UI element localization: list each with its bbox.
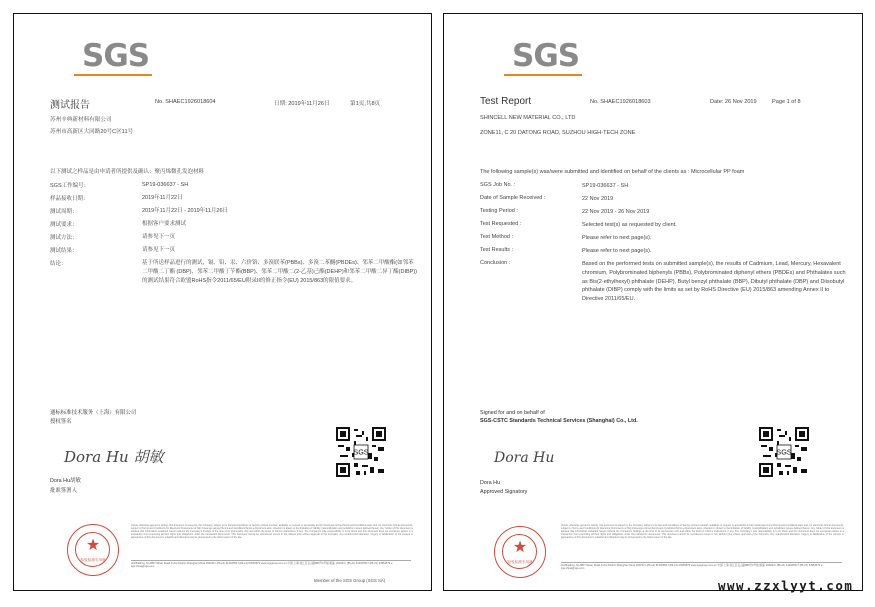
stamp-text: 检验检测专用章 xyxy=(80,558,106,562)
field-label: Date of Sample Received : xyxy=(480,195,546,201)
field-value: 22 Nov 2019 xyxy=(582,196,614,202)
company-stamp xyxy=(494,526,546,578)
signing-organization: SGS-CSTC Standards Technical Services (Shanghai) Co., Ltd. xyxy=(480,418,638,424)
field-label: SGS Job No. : xyxy=(480,182,516,188)
english-report-page xyxy=(443,13,863,591)
field-value: Selected test(s) as requested by client. xyxy=(582,222,677,228)
handwritten-signature: Dora Hu xyxy=(494,450,555,466)
sgs-logo xyxy=(504,38,584,84)
page-number: 第1页,共8页 xyxy=(350,101,381,107)
report-title: 测试报告 xyxy=(50,100,90,111)
report-header xyxy=(50,96,411,110)
field-value: Based on the performed tests on submitted sample(s), the results of Cadmium, Lead, Mercury, Hexavalent chromium, Polybrominated biphenyls (PBBs), Polybrominated diphenyl ethers (PBDEs) and Phthalates such as Bis(2-ethylhexyl) phthalate (DEHP), Butyl benzyl phthalate (BBP), Dibutyl phthalate (DBP) and Diisobutyl phthalate (DIBP) comply with the limits as set by RoHS Directive (EU) 2015/863 amending Annex II to Directive 2011/65/EU. xyxy=(582,261,846,303)
field-value: Please refer to next page(s). xyxy=(582,248,652,254)
client-address: 苏州市高新区大同路20号C区11号 xyxy=(50,129,134,135)
sgs-logo xyxy=(74,38,154,84)
report-date: 日期: 2019年11月26日 xyxy=(274,101,330,107)
field-label: Conclusion : xyxy=(480,260,511,266)
field-label: 样品接收日期： xyxy=(50,196,89,202)
handwritten-signature: Dora Hu 胡敏 xyxy=(64,448,164,466)
report-date: Date: 26 Nov 2019 xyxy=(710,99,757,105)
sample-intro: The following sample(s) was/were submitted and identified on behalf of the clients as : Microcellular PP foam xyxy=(480,169,745,175)
terms-fine-print: Unless otherwise agreed in writing, this document is issued by the Company subject to its General Conditions of Service printed overleaf, available on request or accessible at http://www.sgs.com/en/Terms-and-Conditions.aspx and, for electronic format documents, subject to Terms and Conditions for Electronic Documents at http://www.sgs.com/en/Terms-and-Conditions/Terms-e-Document.aspx. Attention is drawn to the limitation of liability, indemnification and jurisdiction issues defined therein. Any holder of this document is advised that information contained hereon reflects the Company's findings at the time of its intervention only and within the limits of Client's instructions, if any. The Company's sole responsibility is to its Client and this document does not exonerate parties to a transaction from exercising all their rights and obligations under the transaction documents. This document cannot be reproduced except in full, without prior written approval of the Company. Any unauthorized alteration, forgery or falsification of the content or appearance of this document is unlawful and offenders may be prosecuted to the fullest extent of the law. xyxy=(561,524,844,540)
client-company: 苏州辛典新材料有限公司 xyxy=(50,117,112,123)
field-value: SP19-036637 - SH xyxy=(142,182,189,188)
field-value: SP19-036637 - SH xyxy=(582,183,629,189)
field-value: 请参见下一页 xyxy=(142,234,176,240)
logo-underline xyxy=(74,74,152,76)
signer-name: Dora Hu胡敏 xyxy=(50,478,81,484)
client-address: ZONE11, C 20 DATONG ROAD, SUZHOU HIGH-TECH ZONE xyxy=(480,130,636,136)
client-company: SHINCELL NEW MATERIAL CO., LTD xyxy=(480,115,576,121)
signing-organization: 通标标准技术服务（上海）有限公司 xyxy=(50,410,137,416)
field-value: Please refer to next page(s). xyxy=(582,235,652,241)
qr-label: SGS xyxy=(776,447,792,457)
field-value: 22 Nov 2019 - 26 Nov 2019 xyxy=(582,209,650,215)
report-title: Test Report xyxy=(480,96,532,107)
field-label: Test Results : xyxy=(480,247,514,253)
field-label: SGS工作编号： xyxy=(50,183,90,189)
field-value: 根据客户要求测试 xyxy=(142,221,187,227)
report-number: No. SHAEC1926018604 xyxy=(155,99,216,105)
field-value: 2019年11月22日 xyxy=(142,195,183,201)
report-number: No. SHAEC1926018603 xyxy=(590,99,651,105)
signing-label: Signed for and on behalf of xyxy=(480,410,545,416)
field-value: 2019年11月22日 - 2019年11月26日 xyxy=(142,208,229,214)
qr-code xyxy=(336,427,386,477)
signer-title: 批准签署人 xyxy=(50,488,77,494)
stamp-text: 检验检测专用章 xyxy=(507,560,533,564)
field-value: 请参见下一页 xyxy=(142,247,176,253)
page-number: Page 1 of 8 xyxy=(772,99,801,105)
company-stamp xyxy=(67,524,119,576)
chinese-report-page xyxy=(13,13,432,591)
field-label: 测试周期： xyxy=(50,209,78,215)
field-label: Testing Period : xyxy=(480,208,518,214)
signing-label: 授权签名 xyxy=(50,419,72,425)
signer-name: Dora Hu xyxy=(480,480,501,486)
sgs-logo-text: SGS xyxy=(82,38,150,74)
field-label: 测试方法： xyxy=(50,235,78,241)
logo-underline xyxy=(504,74,582,76)
qr-label: SGS xyxy=(353,447,369,457)
sample-intro: 以下测试之样品是由申请者所提供及确认：聚丙烯微孔发泡材料 xyxy=(50,169,205,175)
report-header xyxy=(480,96,842,110)
terms-fine-print: Unless otherwise agreed in writing, this document is issued by the Company subject to its General Conditions of Service printed overleaf, available on request or accessible at http://www.sgs.com/en/Terms-and-Conditions.aspx and, for electronic format documents, subject to Terms and Conditions for Electronic Documents at http://www.sgs.com/en/Terms-and-Conditions/Terms-e-Document.aspx. Attention is drawn to the limitation of liability, indemnification and jurisdiction issues defined therein. Any holder of this document is advised that information contained hereon reflects the Company's findings at the time of its intervention only and within the limits of Client's instructions, if any. The Company's sole responsibility is to its Client and this document does not exonerate parties to a transaction from exercising all their rights and obligations under the transaction documents. This document cannot be reproduced except in full, without prior written approval of the Company. Any unauthorized alteration, forgery or falsification of the content or appearance of this document is unlawful and offenders may be prosecuted to the fullest extent of the law. xyxy=(131,524,413,540)
field-label: Test Requested : xyxy=(480,221,522,227)
page-footer: 3rd Building, No.889 Yishan Road Xuhui District Shanghai China 200233 t (86-21) 61402553 f (86-21) 64953679 www.sgsgroup.com.cn 中国·上海·徐汇区宜山路889号3号楼 邮编: 200233 t (86-21) 61402553 f (86-21) 64953679 e sgs.china@sgs.com xyxy=(131,560,411,576)
field-value: 基于所送样品进行的测试，镉、铅、汞、六价铬、多溴联苯(PBBs)、多溴二苯醚(PBDEs)、邻苯二甲酸酯(如邻苯二甲酸二丁酯 (DBP)、邻苯二甲酸丁苄酯(BBP)、邻苯二甲酸二(2-乙基)己酯(DEHP)和邻苯二甲酸二异丁酯(DIBP))的测试结果符合欧盟RoHS指令2011/65/EU附录II的修正指令(EU) 2015/863的限值要求。 xyxy=(142,260,418,284)
field-label: Test Method : xyxy=(480,234,514,240)
field-label: 测试要求： xyxy=(50,222,78,228)
sgs-logo-text: SGS xyxy=(512,38,580,74)
field-label: 测试结果： xyxy=(50,248,78,254)
qr-code xyxy=(759,427,809,477)
site-watermark: www.zzxlyyt.com xyxy=(718,578,854,593)
member-note: Member of the SGS Group (SGS SA) xyxy=(314,578,386,583)
signer-title: Approved Signatory xyxy=(480,489,528,495)
page-footer: 3rd Building, No.889 Yishan Road Xuhui District Shanghai China 200233 t (86-21) 61402553 f (86-21) 64953679 www.sgsgroup.com.cn 中国·上海·徐汇区宜山路889号3号楼 邮编: 200233 t (86-21) 61402553 f (86-21) 64953679 e sgs.china@sgs.com xyxy=(561,562,842,578)
stamp-star-icon: ★ xyxy=(85,537,101,554)
field-label: 结论： xyxy=(50,261,67,267)
stamp-star-icon: ★ xyxy=(512,539,528,556)
